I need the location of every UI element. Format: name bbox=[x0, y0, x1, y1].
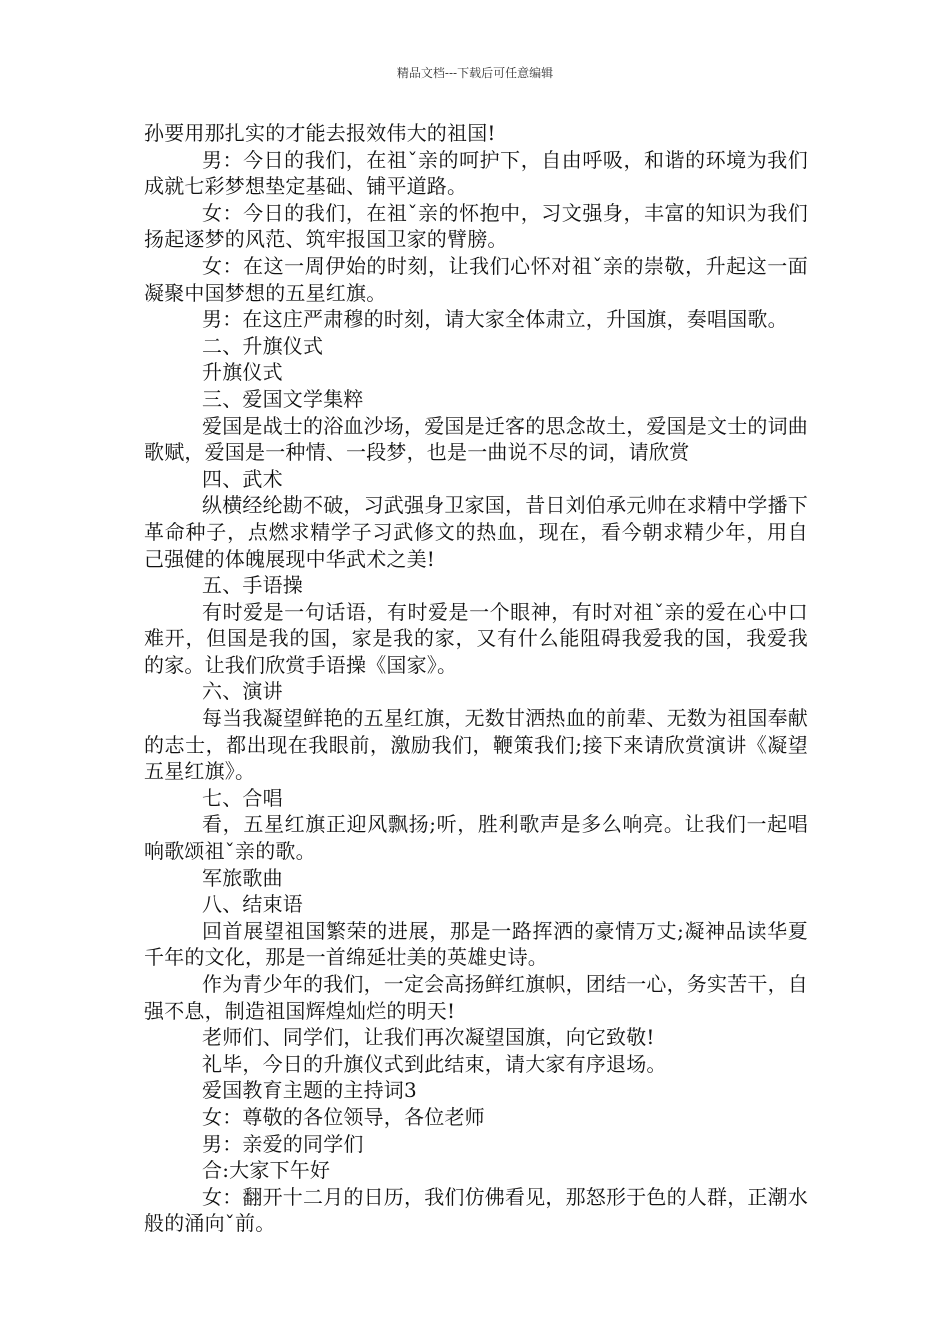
section-heading: 八、结束语 bbox=[202, 892, 303, 917]
section-heading: 二、升旗仪式 bbox=[202, 333, 324, 358]
paragraph: 女：尊敬的各位领导，各位老师 bbox=[202, 1104, 485, 1129]
section-heading: 六、演讲 bbox=[202, 679, 283, 704]
section-heading: 三、爱国文学集粹 bbox=[202, 386, 364, 411]
paragraph: 每当我凝望鲜艳的五星红旗，无数甘洒热血的前辈、无数为祖国奉献的志士，都出现在我眼前，激励我们，鞭策我们;接下来请欣赏演讲《凝望五星红旗》。 bbox=[144, 706, 808, 784]
paragraph: 有时爱是一句话语，有时爱是一个眼神，有时对祖ˇ亲的爱在心中口难开，但国是我的国，家是我的家，又有什么能阻碍我爱我的国，我爱我的家。让我们欣赏手语操《国家》。 bbox=[144, 599, 808, 677]
paragraph: 爱国是战士的浴血沙场，爱国是迁客的思念故土，爱国是文士的词曲歌赋，爱国是一种情、一段梦，也是一曲说不尽的词，请欣赏 bbox=[144, 413, 808, 465]
paragraph: 礼毕，今日的升旗仪式到此结束，请大家有序退场。 bbox=[202, 1051, 667, 1076]
paragraph: 男：亲爱的同学们 bbox=[202, 1131, 364, 1156]
paragraph: 升旗仪式 bbox=[202, 360, 283, 385]
section-heading: 七、合唱 bbox=[202, 785, 283, 810]
paragraph: 看，五星红旗正迎风飘扬;听，胜利歌声是多么响亮。让我们一起唱响歌颂祖ˇ亲的歌。 bbox=[144, 812, 808, 864]
paragraph: 女：今日的我们，在祖ˇ亲的怀抱中，习文强身，丰富的知识为我们扬起逐梦的风范、筑牢报国卫家的臂膀。 bbox=[144, 200, 808, 252]
section-heading: 爱国教育主题的主持词3 bbox=[202, 1078, 417, 1103]
paragraph: 合:大家下午好 bbox=[202, 1158, 331, 1183]
paragraph: 纵横经纶勘不破，习武强身卫家国，昔日刘伯承元帅在求精中学播下革命种子，点燃求精学子习武修文的热血，现在，看今朝求精少年，用自己强健的体魄展现中华武术之美! bbox=[144, 493, 808, 571]
paragraph: 孙要用那扎实的才能去报效伟大的祖国! bbox=[144, 121, 496, 145]
paragraph: 老师们、同学们，让我们再次凝望国旗，向它致敬! bbox=[202, 1025, 655, 1050]
page-header: 精品文档---下载后可任意编辑 bbox=[396, 66, 554, 80]
paragraph: 军旅歌曲 bbox=[202, 865, 283, 890]
paragraph: 作为青少年的我们，一定会高扬鲜红旗帜，团结一心，务实苦干，自强不息，制造祖国辉煌灿烂的明天! bbox=[144, 972, 808, 1023]
paragraph: 男：今日的我们，在祖ˇ亲的呵护下，自由呼吸，和谐的环境为我们成就七彩梦想垫定基础、铺平道路。 bbox=[144, 147, 808, 199]
paragraph: 女：在这一周伊始的时刻，让我们心怀对祖ˇ亲的崇敬，升起这一面凝聚中国梦想的五星红旗。 bbox=[144, 253, 808, 305]
section-heading: 四、武术 bbox=[202, 466, 283, 491]
paragraph: 男：在这庄严肃穆的时刻，请大家全体肃立，升国旗，奏唱国歌。 bbox=[202, 307, 788, 332]
paragraph: 回首展望祖国繁荣的进展，那是一路挥洒的豪情万丈;凝神品读华夏千年的文化，那是一首绵延壮美的英雄史诗。 bbox=[144, 918, 808, 970]
document-body bbox=[144, 120, 808, 1237]
paragraph: 女：翻开十二月的日历，我们仿佛看见，那怒形于色的人群，正潮水般的涌向ˇ前。 bbox=[144, 1184, 808, 1236]
section-heading: 五、手语操 bbox=[202, 573, 303, 598]
